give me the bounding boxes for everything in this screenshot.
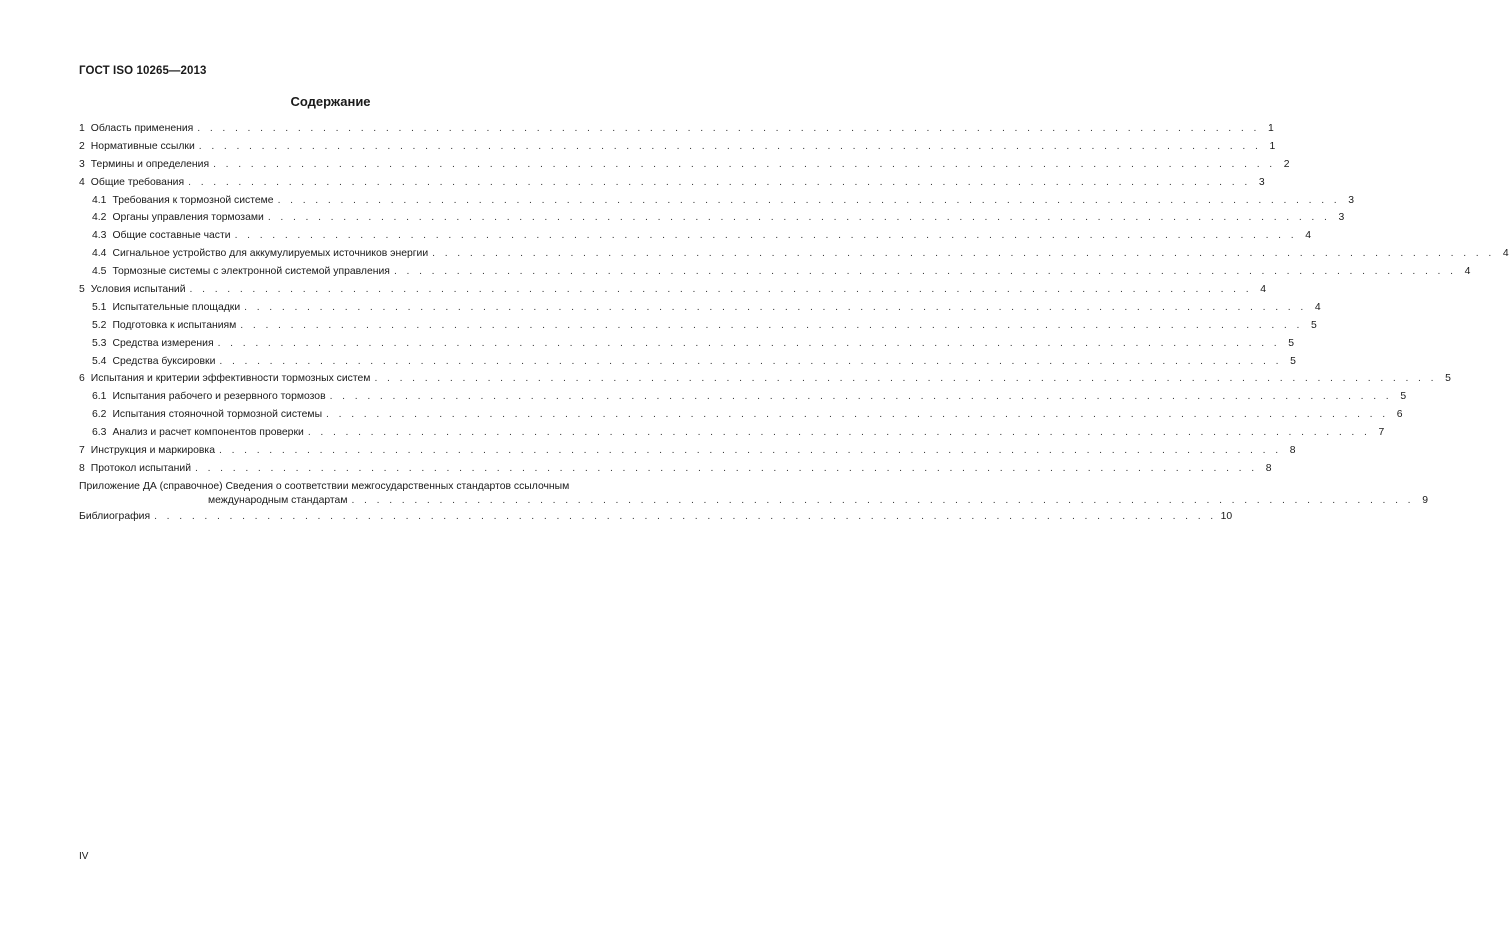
toc-page-number: 5 xyxy=(1290,355,1296,367)
toc-entry[interactable] xyxy=(79,263,1471,281)
toc-page-number: 4 xyxy=(1502,248,1509,260)
toc-page-number: 5 xyxy=(1400,391,1407,403)
dot-leader: . . . . . . . . . . . . . . . . . . . . . . . . . . . . . . . . . . . . . . . . . . . . . . . . . . . . . . . . . . . . . . . . . . . . . . . . . . . . . . . . . . . . . xyxy=(326,409,1389,421)
toc-page-number: 3 xyxy=(1348,194,1355,206)
toc-entry-text: Нормативные ссылки xyxy=(90,140,195,152)
appendix-title-line1: Приложение ДА (справочное) Сведения о соответствии межгосударственных стандартов ссылочным xyxy=(79,480,570,492)
toc-entry[interactable] xyxy=(79,138,1276,156)
toc-entry[interactable] xyxy=(79,245,1509,263)
dot-leader: . . . . . . . . . . . . . . . . . . . . . . . . . . . . . . . . . . . . . . . . . . . . . . . . . . . . . . . . . . . . . . . . . . . . . . . . . . . . . . . . . . . . . xyxy=(393,266,1457,278)
toc-entry-text: Анализ и расчет компонентов проверки xyxy=(112,427,304,439)
dot-leader: . . . . . . . . . . . . . . . . . . . . . . . . . . . . . . . . . . . . . . . . . . . . . . . . . . . . . . . . . . . . . . . . . . . . . . . . . . . . . . . . . . . . . xyxy=(197,123,1260,134)
dot-leader: . . . . . . . . . . . . . . . . . . . . . . . . . . . . . . . . . . . . . . . . . . . . . . . . . . . . . . . . . . . . . . . . . . . . . . . . . . . . . . . . . . . . . xyxy=(329,391,1393,403)
toc-page-number: 1 xyxy=(1269,140,1276,152)
toc-entry-number: 2 xyxy=(79,140,85,152)
toc-entry-number: 4.3 xyxy=(92,230,107,242)
toc-entry-number: 6.1 xyxy=(92,391,107,403)
toc-entry[interactable] xyxy=(79,227,1312,245)
dot-leader: . . . . . . . . . . . . . . . . . . . . . . . . . . . . . . . . . . . . . . . . . . . . . . . . . . . . . . . . . . . . . . . . . . . . . . . . . . . . . . . . . . . . . xyxy=(213,158,1276,170)
toc-entry-number: 6.3 xyxy=(92,427,107,439)
toc-page-number: 6 xyxy=(1396,409,1403,421)
toc-entry-text: Общие составные части xyxy=(112,230,231,242)
toc-entry-text: Подготовка к испытаниям xyxy=(112,319,237,331)
appendix-title-text: международным стандартам xyxy=(208,494,348,506)
toc-entry-text: Органы управления тормозами xyxy=(112,212,264,224)
dot-leader: . . . . . . . . . . . . . . . . . . . . . . . . . . . . . . . . . . . . . . . . . . . . . . . . . . . . . . . . . . . . . . . . . . . . . . . . . . . . . . . . . . . . . xyxy=(277,194,1341,206)
toc-page-number: 9 xyxy=(1422,494,1428,506)
table-of-contents xyxy=(79,120,1509,526)
toc-entry[interactable] xyxy=(79,209,1345,227)
toc-entry[interactable] xyxy=(79,299,1321,317)
toc-entry-text: Испытания и критерии эффективности тормозных систем xyxy=(90,373,371,385)
toc-entry-text: Общие требования xyxy=(90,176,185,188)
toc-entry[interactable] xyxy=(79,424,1385,442)
toc-entry-text: Испытания рабочего и резервного тормозов xyxy=(112,391,326,403)
toc-entry-number: 6 xyxy=(79,373,85,385)
toc-page-number: 4 xyxy=(1464,266,1471,278)
toc-entry-text: Сигнальное устройство для аккумулируемых источников энергии xyxy=(112,248,429,260)
toc-page-number: 8 xyxy=(1289,445,1296,457)
toc-entry[interactable] xyxy=(79,317,1317,335)
toc-page-number: 5 xyxy=(1311,319,1317,331)
toc-page-number: 7 xyxy=(1378,427,1385,439)
page-title: Содержание xyxy=(290,94,371,109)
standard-code: ГОСТ ISO 10265—2013 xyxy=(79,65,207,77)
toc-entry-number: 8 xyxy=(79,462,85,474)
dot-leader: . . . . . . . . . . . . . . . . . . . . . . . . . . . . . . . . . . . . . . . . . . . . . . . . . . . . . . . . . . . . . . . . . . . . . . . . . . . . . . . . . . . . . xyxy=(219,355,1282,367)
toc-entry[interactable] xyxy=(79,370,1451,388)
toc-page-number: 4 xyxy=(1305,230,1312,242)
toc-entry-number: 5.2 xyxy=(92,319,107,331)
dot-leader: . . . . . . . . . . . . . . . . . . . . . . . . . . . . . . . . . . . . . . . . . . . . . . . . . . . . . . . . . . . . . . . . . . . . . . . . . . . . . . . . . . . . . xyxy=(188,176,1251,188)
toc-entry-number: 4.1 xyxy=(92,194,107,206)
toc-entry[interactable] xyxy=(79,442,1296,460)
dot-leader: . . . . . . . . . . . . . . . . . . . . . . . . . . . . . . . . . . . . . . . . . . . . . . . . . . . . . . . . . . . . . . . . . . . . . . . . . . . . . . . . . . . . . xyxy=(154,510,1217,522)
toc-page-number: 1 xyxy=(1267,123,1274,134)
toc-appendix[interactable] xyxy=(79,480,1428,508)
toc-entry-text: Испытательные площадки xyxy=(112,301,241,313)
toc-page-number: 4 xyxy=(1314,301,1321,313)
toc-bibliography[interactable] xyxy=(79,508,1233,526)
dot-leader: . . . . . . . . . . . . . . . . . . . . . . . . . . . . . . . . . . . . . . . . . . . . . . . . . . . . . . . . . . . . . . . . . . . . . . . . . . . . . . . . . . . . . xyxy=(198,140,1262,152)
toc-entry[interactable] xyxy=(79,353,1296,371)
toc-entry-number: 5 xyxy=(79,284,85,296)
toc-page-number: 8 xyxy=(1265,462,1272,474)
toc-entry-text: Протокол испытаний xyxy=(90,462,192,474)
toc-entry[interactable] xyxy=(79,156,1290,174)
dot-leader: . . . . . . . . . . . . . . . . . . . . . . . . . . . . . . . . . . . . . . . . . . . . . . . . . . . . . . . . . . . . . . . . . . . . . . . . . . . . . . . . . . . . . xyxy=(189,284,1253,296)
toc-page-number: 5 xyxy=(1445,373,1451,385)
toc-entry-text: Область применения xyxy=(90,123,194,134)
toc-page-number: 2 xyxy=(1283,158,1290,170)
toc-entry-number: 5.4 xyxy=(92,355,107,367)
dot-leader: . . . . . . . . . . . . . . . . . . . . . . . . . . . . . . . . . . . . . . . . . . . . . . . . . . . . . . . . . . . . . . . . . . . . . . . . . . . . . . . . . . . . . xyxy=(219,445,1282,457)
toc-entry[interactable] xyxy=(79,281,1267,299)
toc-page-number: 3 xyxy=(1258,176,1265,188)
page-number-footer: IV xyxy=(79,851,89,862)
toc-entry-text: Условия испытаний xyxy=(90,284,186,296)
toc-entry-text: Требования к тормозной системе xyxy=(112,194,274,206)
toc-entry-number: 3 xyxy=(79,158,85,170)
toc-entry[interactable] xyxy=(79,174,1265,192)
toc-page-number: 3 xyxy=(1338,212,1345,224)
dot-leader: . . . . . . . . . . . . . . . . . . . . . . . . . . . . . . . . . . . . . . . . . . . . . . . . . . . . . . . . . . . . . . . . . . . . . . . . . . . . . . . . . . . . . xyxy=(307,427,1371,439)
appendix-title-line2 xyxy=(79,494,1428,508)
toc-entry-number: 5.1 xyxy=(92,301,107,313)
toc-entry-text: Термины и определения xyxy=(90,158,210,170)
toc-entry-text: Средства буксировки xyxy=(112,355,216,367)
dot-leader: . . . . . . . . . . . . . . . . . . . . . . . . . . . . . . . . . . . . . . . . . . . . . . . . . . . . . . . . . . . . . . . . . . . . . . . . . . . . . . . . . . . . . xyxy=(374,373,1437,385)
toc-entry-text: Средства измерения xyxy=(112,337,214,349)
toc-page-number: 5 xyxy=(1288,337,1295,349)
dot-leader: . . . . . . . . . . . . . . . . . . . . . . . . . . . . . . . . . . . . . . . . . . . . . . . . . . . . . . . . . . . . . . . . . . . . . . . . . . . . . . . . . . . . . xyxy=(267,212,1331,224)
toc-entry-text: Библиография xyxy=(79,510,151,522)
toc-entry-number: 1 xyxy=(79,123,85,134)
toc-entry-number: 4.4 xyxy=(92,248,107,260)
toc-entry[interactable] xyxy=(79,335,1295,353)
dot-leader: . . . . . . . . . . . . . . . . . . . . . . . . . . . . . . . . . . . . . . . . . . . . . . . . . . . . . . . . . . . . . . . . . . . . . . . . . . . . . . . . . . . . . xyxy=(240,319,1303,331)
toc-entry-number: 5.3 xyxy=(92,337,107,349)
toc-entry[interactable] xyxy=(79,120,1274,138)
toc-entry[interactable] xyxy=(79,388,1407,406)
dot-leader: . . . . . . . . . . . . . . . . . . . . . . . . . . . . . . . . . . . . . . . . . . . . . . . . . . . . . . . . . . . . . . . . . . . . . . . . . . . . . . . . . . . . . xyxy=(432,248,1495,260)
dot-leader: . . . . . . . . . . . . . . . . . . . . . . . . . . . . . . . . . . . . . . . . . . . . . . . . . . . . . . . . . . . . . . . . . . . . . . . . . . . . . . . . . . . . . xyxy=(217,337,1281,349)
toc-entry-number: 4 xyxy=(79,176,85,188)
toc-entry-text: Испытания стояночной тормозной системы xyxy=(112,409,323,421)
toc-entry-text: Инструкция и маркировка xyxy=(90,445,215,457)
toc-entry[interactable] xyxy=(79,406,1403,424)
toc-entry[interactable] xyxy=(79,192,1355,210)
dot-leader: . . . . . . . . . . . . . . . . . . . . . . . . . . . . . . . . . . . . . . . . . . . . . . . . . . . . . . . . . . . . . . . . . . . . . . . . . . . . . . . . . . . . . xyxy=(244,301,1307,313)
toc-entry-number: 4.5 xyxy=(92,266,107,278)
toc-entry-number: 6.2 xyxy=(92,409,107,421)
toc-entry[interactable] xyxy=(79,460,1272,478)
dot-leader: . . . . . . . . . . . . . . . . . . . . . . . . . . . . . . . . . . . . . . . . . . . . . . . . . . . . . . . . . . . . . . . . . . . . . . . . . . . . . . . . . . . . . xyxy=(234,230,1298,242)
dot-leader: . . . . . . . . . . . . . . . . . . . . . . . . . . . . . . . . . . . . . . . . . . . . . . . . . . . . . . . . . . . . . . . . . . . . . . . . . . . . . . . . . . . . . xyxy=(195,462,1258,474)
toc-page-number: 10 xyxy=(1220,510,1233,522)
toc-entry-number: 7 xyxy=(79,445,85,457)
toc-entry-text: Тормозные системы с электронной системой управления xyxy=(112,266,390,278)
dot-leader: . . . . . . . . . . . . . . . . . . . . . . . . . . . . . . . . . . . . . . . . . . . . . . . . . . . . . . . . . . . . . . . . . . . . . . . . . . . . . . . . . . . . . xyxy=(351,494,1414,506)
toc-page-number: 4 xyxy=(1260,284,1267,296)
toc-entry-number: 4.2 xyxy=(92,212,107,224)
